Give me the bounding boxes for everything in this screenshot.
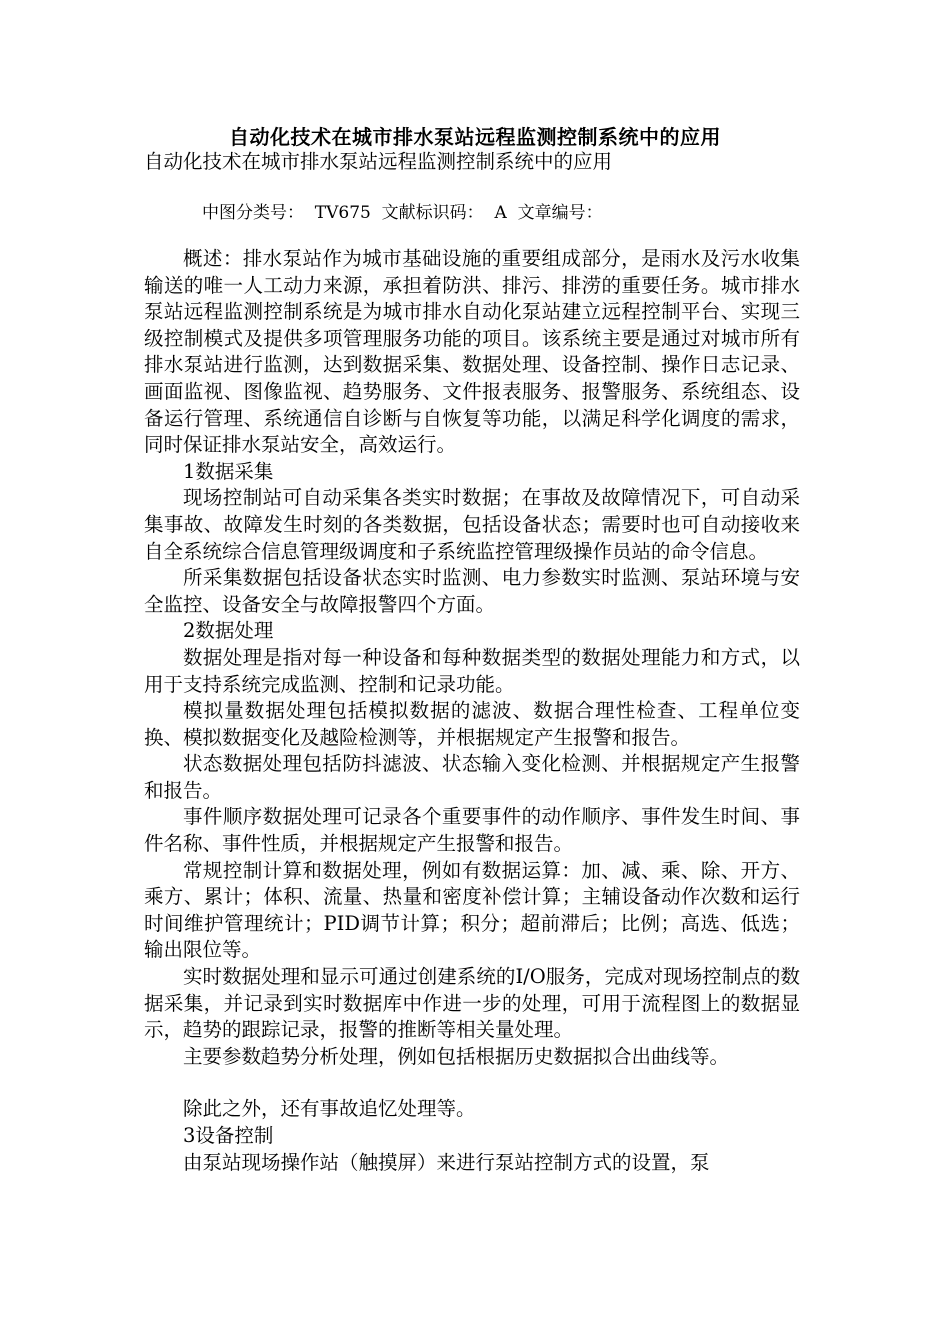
body-paragraph: 主要参数趋势分析处理，例如包括根据历史数据拟合出曲线等。 — [183, 1044, 730, 1068]
document-body — [144, 246, 800, 1176]
classification-line: 中图分类号： TV675 文献标识码： A 文章编号： — [202, 203, 603, 223]
section-heading-device-control: 3设备控制 — [183, 1124, 274, 1147]
section-heading-data-collection: 1数据采集 — [183, 459, 274, 483]
body-paragraph: 由泵站现场操作站（触摸屏）来进行泵站控制方式的设置，泵 — [183, 1150, 710, 1174]
body-paragraph: 数据处理是指对每一种设备和每种数据类型的数据处理能力和方式，以用于支持系统完成监测、控制和记录功能。 — [144, 645, 800, 696]
body-paragraph: 状态数据处理包括防抖滤波、状态输入变化检测、并根据规定产生报警和报告。 — [144, 752, 800, 802]
body-paragraph: 实时数据处理和显示可通过创建系统的I/O服务，完成对现场控制点的数据采集，并记录到实时数据库中作进一步的处理，可用于流程图上的数据显示，趋势的跟踪记录，报警的推断等相关量处理。 — [144, 965, 800, 1042]
body-paragraph: 所采集数据包括设备状态实时监测、电力参数实时监测、泵站环境与安全监控、设备安全与故障报警四个方面。 — [144, 566, 800, 616]
body-paragraph: 事件顺序数据处理可记录各个重要事件的动作顺序、事件发生时间、事件名称、事件性质，并根据规定产生报警和报告。 — [144, 805, 800, 856]
abstract-paragraph: 概述：排水泵站作为城市基础设施的重要组成部分，是雨水及污水收集输送的唯一人工动力来源，承担着防洪、排污、排涝的重要任务。城市排水泵站远程监测控制系统是为城市排水自动化泵站建立远程控制平台、实现三级控制模式及提供多项管理服务功能的项目。该系统主要是通过对城市所有排水泵站进行监测，达到数据采集、数据处理、设备控制、操作日志记录、画面监视、图像监视、趋势服务、文件报表服务、报警服务、系统组态、设备运行管理、系统通信自诊断与自恢复等功能，以满足科学化调度的需求，同时保证排水泵站安全，高效运行。 — [144, 247, 800, 457]
body-paragraph: 模拟量数据处理包括模拟数据的滤波、数据合理性检查、工程单位变换、模拟数据变化及越险检测等，并根据规定产生报警和报告。 — [144, 699, 800, 749]
section-heading-data-processing: 2数据处理 — [183, 619, 274, 643]
body-paragraph: 除此之外，还有事故追忆处理等。 — [183, 1097, 476, 1121]
body-paragraph: 常规控制计算和数据处理，例如有数据运算：加、减、乘、除、开方、乘方、累计；体积、流量、热量和密度补偿计算；主辅设备动作次数和运行时间维护管理统计；PID调节计算；积分；超前滞后；比例；高选、低选；输出限位等。 — [144, 858, 800, 962]
body-paragraph: 现场控制站可自动采集各类实时数据；在事故及故障情况下，可自动采集事故、故障发生时刻的各类数据，包括设备状态；需要时也可自动接收来自全系统综合信息管理级调度和子系统监控管理级操作员站的命令信息。 — [144, 486, 800, 563]
document-subtitle: 自动化技术在城市排水泵站远程监测控制系统中的应用 — [144, 150, 613, 173]
document-title: 自动化技术在城市排水泵站远程监测控制系统中的应用 — [229, 125, 721, 149]
